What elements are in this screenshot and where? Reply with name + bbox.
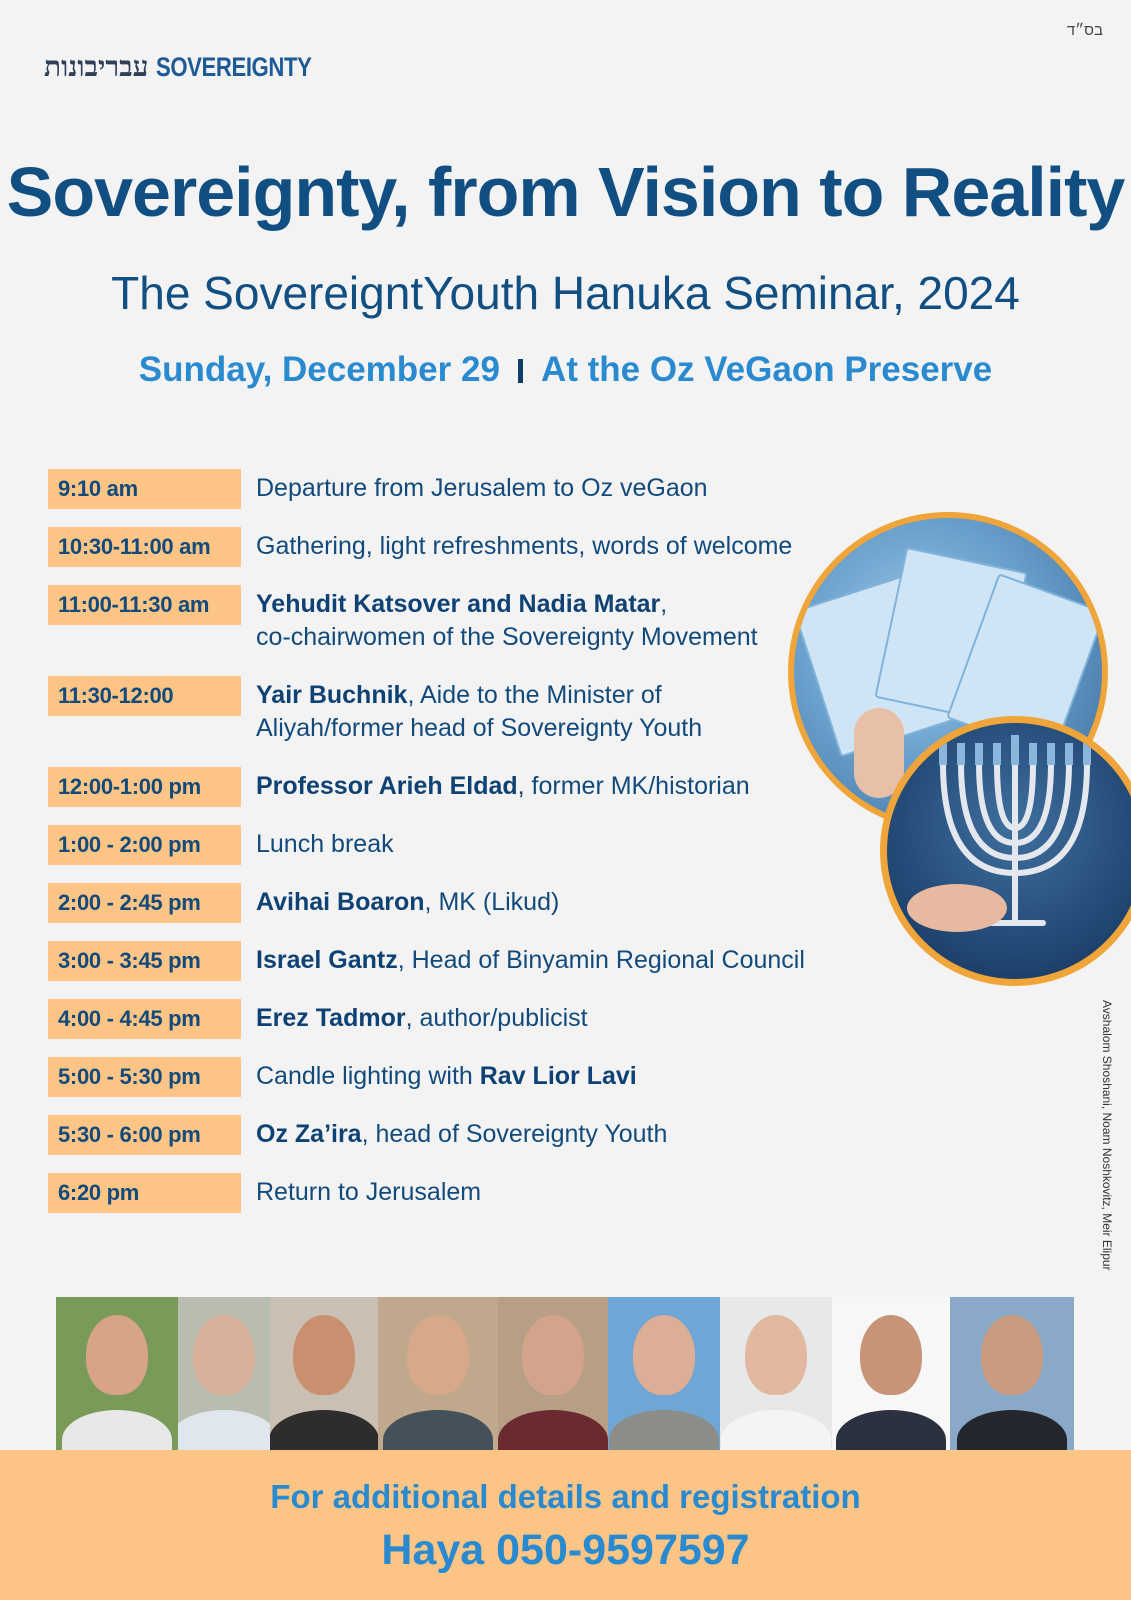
schedule-row bbox=[48, 999, 588, 1039]
schedule-time: 2:00 - 2:45 pm bbox=[48, 883, 241, 923]
schedule-time: 1:00 - 2:00 pm bbox=[48, 825, 241, 865]
schedule-desc: Gathering, light refreshments, words of welcome bbox=[256, 532, 793, 560]
logo-english: SOVEREIGNTY bbox=[156, 51, 312, 82]
schedule-time: 12:00-1:00 pm bbox=[48, 767, 241, 807]
event-date: Sunday, December 29 bbox=[138, 350, 500, 389]
schedule-row bbox=[48, 469, 708, 509]
date-location bbox=[0, 350, 1131, 390]
speaker-photo bbox=[608, 1297, 720, 1450]
schedule-desc: Professor Arieh Eldad, former MK/historian bbox=[256, 772, 750, 800]
logo-hebrew: עבריבונות bbox=[44, 50, 149, 83]
schedule-row bbox=[48, 1173, 481, 1213]
schedule-time: 4:00 - 4:45 pm bbox=[48, 999, 241, 1039]
speaker-name: Yair Buchnik bbox=[256, 681, 408, 709]
schedule-desc: Yehudit Katsover and Nadia Matar, co-chairwomen of the Sovereignty Movement bbox=[256, 590, 758, 651]
schedule-row bbox=[48, 1115, 667, 1155]
schedule-desc: Candle lighting with Rav Lior Lavi bbox=[256, 1062, 637, 1090]
schedule-time: 11:00-11:30 am bbox=[48, 585, 241, 625]
schedule-desc: Return to Jerusalem bbox=[256, 1178, 482, 1206]
schedule-row bbox=[48, 941, 805, 981]
speaker-photo bbox=[720, 1297, 832, 1450]
speaker-name: Oz Za’ira bbox=[256, 1120, 362, 1148]
schedule-time: 11:30-12:00 bbox=[48, 676, 241, 716]
registration-footer bbox=[0, 1450, 1131, 1600]
schedule-desc: Yair Buchnik, Aide to the Minister of Aliyah/former head of Sovereignty Youth bbox=[256, 681, 703, 742]
speaker-photo bbox=[270, 1297, 378, 1450]
separator-bar bbox=[518, 359, 523, 383]
speaker-photo bbox=[950, 1297, 1074, 1450]
schedule-time: 9:10 am bbox=[48, 469, 241, 509]
schedule-row bbox=[48, 527, 792, 567]
subtitle: The SovereigntYouth Hanuka Seminar, 2024 bbox=[111, 267, 1020, 319]
schedule-time: 5:30 - 6:00 pm bbox=[48, 1115, 241, 1155]
speaker-photo bbox=[56, 1297, 178, 1450]
page-title: Sovereignty, from Vision to Reality bbox=[6, 153, 1125, 231]
photo-credit: Avshalom Shoshani, Noam Noshkovitz, Meir Elipur bbox=[1100, 1000, 1114, 1271]
logo bbox=[44, 50, 346, 84]
schedule-desc: Israel Gantz, Head of Binyamin Regional Council bbox=[256, 946, 805, 974]
schedule-time: 5:00 - 5:30 pm bbox=[48, 1057, 241, 1097]
schedule-row bbox=[48, 585, 758, 654]
speaker-name: Yehudit Katsover and Nadia Matar bbox=[256, 590, 661, 618]
speaker-photo bbox=[178, 1297, 270, 1450]
schedule-time: 3:00 - 3:45 pm bbox=[48, 941, 241, 981]
bsd-mark: בס״ד bbox=[1066, 22, 1103, 39]
schedule-desc: Avihai Boaron, MK (Likud) bbox=[256, 888, 560, 916]
speaker-photos bbox=[56, 1297, 1074, 1450]
schedule-desc: Lunch break bbox=[256, 830, 394, 858]
registration-heading: For additional details and registration bbox=[270, 1478, 861, 1515]
schedule-row bbox=[48, 883, 559, 923]
speaker-name: Erez Tadmor bbox=[256, 1004, 406, 1032]
schedule-row bbox=[48, 767, 750, 807]
speaker-name: Rav Lior Lavi bbox=[479, 1062, 637, 1090]
menorah-icon bbox=[887, 723, 1131, 979]
speaker-photo bbox=[378, 1297, 498, 1450]
contact-phone[interactable]: Haya 050-9597597 bbox=[381, 1526, 750, 1574]
speaker-photo bbox=[498, 1297, 608, 1450]
speaker-name: Israel Gantz bbox=[256, 946, 398, 974]
schedule-desc: Oz Za’ira, head of Sovereignty Youth bbox=[256, 1120, 668, 1148]
hand-shape bbox=[907, 884, 1007, 932]
speaker-name: Professor Arieh Eldad bbox=[256, 772, 518, 800]
schedule-time: 10:30-11:00 am bbox=[48, 527, 241, 567]
schedule-desc: Departure from Jerusalem to Oz veGaon bbox=[256, 474, 708, 502]
schedule-row bbox=[48, 1057, 637, 1097]
speaker-name: Avihai Boaron bbox=[256, 888, 425, 916]
schedule-row bbox=[48, 676, 702, 745]
menorah-photo bbox=[880, 716, 1131, 986]
event-location: At the Oz VeGaon Preserve bbox=[540, 350, 993, 389]
schedule-time: 6:20 pm bbox=[48, 1173, 241, 1213]
schedule-row bbox=[48, 825, 394, 865]
schedule-desc: Erez Tadmor, author/publicist bbox=[256, 1004, 588, 1032]
speaker-photo bbox=[832, 1297, 950, 1450]
